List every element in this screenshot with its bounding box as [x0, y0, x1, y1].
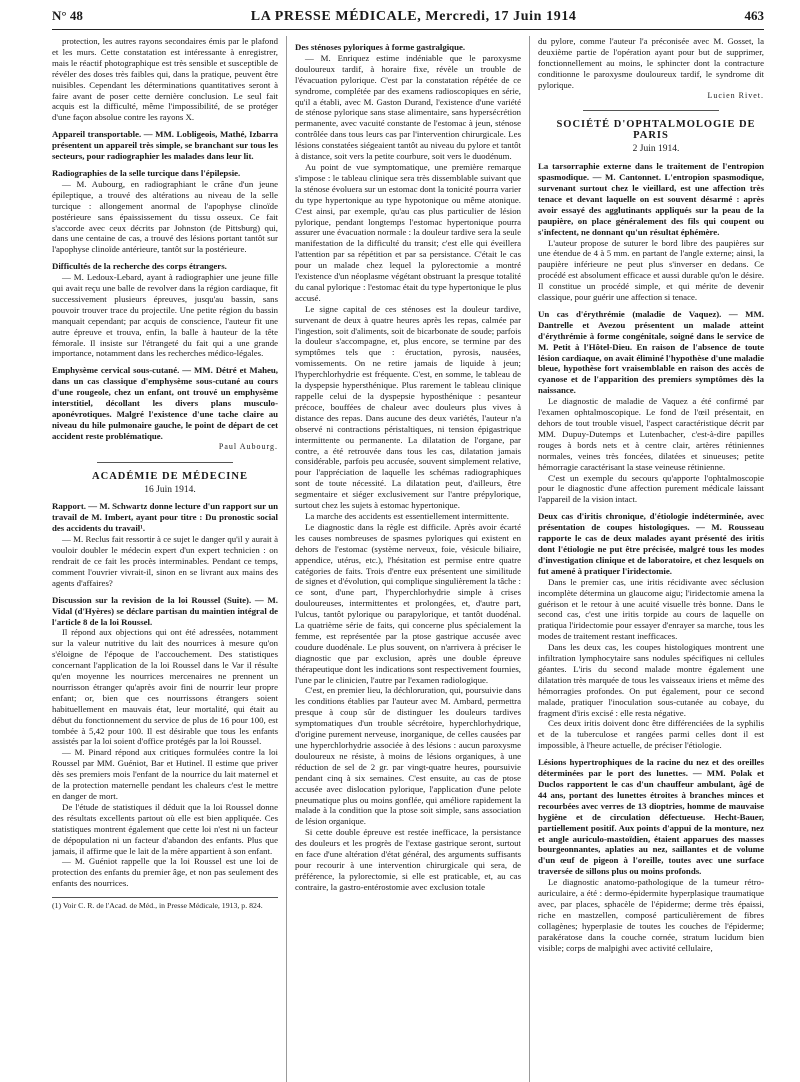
section-heading-paragraph: Des sténoses pyloriques à forme gastralgique.: [295, 42, 466, 52]
author-signature: Lucien Rivet.: [707, 90, 764, 100]
column-3: [529, 36, 764, 1082]
section-heading-paragraph: Radiographies de la selle turcique dans l'épilepsie.: [52, 167, 241, 178]
paragraph: — M. Aubourg, en radiographiant le crâne d'un jeune épileptique, a trouvé des altérations au niveau de la selle turcique : allongement anormal de l'apophyse clinoïde postérieure sans épaississement du tissu osseux. Ce fait s'accorde avec ceux décrits par Johnston (de Pittsburg) qui, dans une centaine de cas, a trouvé des lésions portant tantôt sur l'apophyse clinoïde antérieure, tantôt sur la postérieure.: [52, 178, 278, 255]
paragraph: Le diagnostic dans la règle est difficile. Après avoir écarté les causes nombreuses de spasmes pyloriques qui existent en dehors de l'estomac (système nerveux, foie, vésicule biliaire, appendice, utérus, etc.), l'hésitation est permise entre quatre catégories de faits. Trois d'entre eux présentent une similitude de signes et d'évolution, qui complique singulièrement la tâche : ce sont, d'une part, l'hyperchlorhydrie simple à crises douloureuses, intermittentes et prolongées, et, d'autre part, l'ulcus, tantôt pylorique ou parapylorique, et tantôt duodénal. La quatrième série de faits, qui concerne plus spécialement la femme, est représentée par la ptose gastrique accusée avec coudure duodénale. Le plus souvent, on n'arrivera à préciser le diagnostic que par exclusion, après une double épreuve thérapeutique dont les indications sont respectivement fournies, l'une par le clinicien, l'autre par l'examen radiologique.: [295, 521, 521, 685]
paragraph: Dans le premier cas, une iritis récidivante avec séclusion incomplète détermina un glaucome aigu; l'iridectomie amena la guérison et le retour à une acuité visuelle très bonne. Dans le second cas, c'est une iritis torpide au cours de laquelle on pratiqua l'iridectomie pour essayer d'enrayer sa marche, tous les modes de traitement restant inefficaces.: [538, 576, 764, 642]
section-heading-paragraph: Discussion sur la revision de la loi Roussel (Suite). — M. Vidal (d'Hyères) se déclare partisan du maintien intégral de l'article 8 de la loi Roussel.: [52, 594, 278, 627]
paragraph: — M. Ledoux-Lebard, ayant à radiographier une jeune fille qui avait reçu une balle de revolver dans la région cardiaque, fit successivement plusieurs épreuves, jusqu'au bassin, sans pouvoir trouver trace du projectile. Une petite région du bassin manquait cependant; par acquis de conscience, l'auteur fit une autre épreuve et trouva, enfin, la balle à hauteur de la tête fémorale. Il insiste sur l'étrangeté du fait qui a une grande importance, notamment dans les recherches médico-légales.: [52, 272, 278, 359]
paragraph: Le signe capital de ces sténoses est la douleur tardive, survenant de deux à quatre heures après les repas, calmée par l'ingestion, soit d'aliments, soit de bicarbonate de soude; parfois la douleur s'accompagne, et, plus encore, se termine par des symptômes tels que : éructation, pyrosis, nausées, vomissements. On ne retire jamais de liquide à jeun; l'hyperchlorhydrie est fréquente. C'est, en somme, le tableau de la dyspepsie hypersthénique. Plus rarement le tableau clinique rappelle celui de la dyspepsie hyposthénique : pesanteur précoce, bouffées de chaleur avec douleurs plus vives à distance des repas. Dans aucune des deux variétés, l'auteur n'a observé ni contractions péristaltiques, ni tension épigastrique intermittente ou permanente. La dilatation de l'organe, par contre, a été retrouvée dans tous les cas, dilatation jamais considérable, parfois peu accusée, souvent simplement relative, pour l'appréciation de laquelle les schémas radiographiques sont de toute nécessité. La dilatation peut, d'ailleurs, être segmentaire et siéger exclusivement sur l'antre prépylorique, surtout chez les sujets à estomac hypertonique.: [295, 303, 521, 511]
page-header: [52, 8, 764, 30]
paragraph: — M. Guéniot rappelle que la loi Roussel est une loi de protection des enfants du premier âge, et non pas seulement des enfants des nourrices.: [52, 856, 278, 889]
paragraph: — M. Pinard répond aux critiques formulées contre la loi Roussel par MM. Guéniot, Bar et Hutinel. Il estime que priver dès ses premiers mois l'enfant de la nourrice du lait maternel et de la protection maternelle pendant les chaleurs c'est le mettre en danger de mort.: [52, 747, 278, 801]
section-heading-paragraph: Emphysème cervical sous-cutané. — MM. Détré et Maheu, dans un cas classique d'emphysème sous-cutané au cours d'une rougeole, chez un enfant, ont trouvé un emphysème interstitiel, décollant les divers plans musculo-aponévrotiques. Malgré l'existence d'une tache claire au niveau du hile pulmonaire gauche, le point de départ de cet accident reste problématique.: [52, 365, 278, 441]
paragraph: C'est, en premier lieu, la déchloruration, qui, poursuivie dans les conditions établies par l'auteur avec M. Ambard, permettra presque à coup sûr de distinguer les douleurs tardives symptomatiques d'un trouble sécrétoire, hyperchlorhydrique, d'origine purement nerveuse, inorganique, de celles causées par une hyperchlorhydrie associée à des lésions : aucun paroxysme douloureux ne résiste, à moins de lésions organiques, à une réduction de sel de 2 gr. par vingt-quatre heures, poursuivie pendant cinq à six semaines. C'est ensuite, au cas de ptose accusée avec dislocation pylorique, l'application d'une pelote pneumatique plus ou moins gonflée, qui améliore rapidement la malade à la condition que la ptose soit simple, sans association de lésion organique.: [295, 685, 521, 827]
paragraph: Dans les deux cas, les coupes histologiques montrent une infiltration lymphocytaire sans nodules spécifiques ni cellules géantes. L'iris du second malade montre également une dilatation très marquée de tous les vaisseaux iriens et même des hémorragies profondes. On put également, pour ce second malade, pratiquer l'inoculation sous-cutanée au cobaye, du fragment d'iris excisé : elle resta négative.: [538, 642, 764, 718]
paragraph: Ces deux iritis doivent donc être différenciées de la syphilis et de la tuberculose et rangées parmi celles dont il est impossible, à l'heure actuelle, de préciser l'étiologie.: [538, 718, 764, 751]
section-heading-paragraph: Lésions hypertrophiques de la racine du nez et des oreilles déterminées par le port des lunettes. — MM. Polak et Duclos rapportent le cas d'un chauffeur ambulant, âgé de 44 ans, portant des lunettes étroites à branches minces et recourbées avec verres de 13 dioptries, homme de mauvaise hygiène et de circulation défectueuse. Hecht-Bauer, partiellement positif. Aux points d'appui de la monture, nez et angle auriculo-mastoïdien, étaient apparues des masses bourgeonnantes, aplaties au nez, saillantes et de volume d'un œuf de pigeon à l'oreille, toutes avec une surface traversée de sillons plus ou moins profonds.: [538, 757, 764, 877]
paragraph: L'auteur propose de suturer le bord libre des paupières sur une étendue de 4 à 5 mm. en partant de l'angle externe; ainsi, la paupière inférieure ne peut plus s'inverser en dedans. Ce procédé est absolument efficace et aussi durable qu'on le désire. Il constitue un procédé simple, et qui mérite de devenir classique, pour guérir une affection si tenace.: [538, 237, 764, 303]
footnote: (1) Voir C. R. de l'Acad. de Méd., in Presse Médicale, 1913, p. 824.: [52, 897, 278, 912]
paragraph: — M. Reclus fait ressortir à ce sujet le danger qu'il y aurait à vouloir doubler le médecin expert d'un expert technicien : on rendrait de ce fait les procès interminables. Pendant ce temps, comment l'ouvrier vivrait-il, sinon en se livrant aux mains des agents d'affaires?: [52, 534, 278, 588]
paragraph: protection, les autres rayons secondaires émis par le plafond et les murs. Cette constatation est intéressante à enregistrer, mais le réactif photographique est très sensible et susceptible de révéler des doses très faibles qui, dans la pratique, peuvent être nuisibles. Cependant les déterminations quantitatives seront à faire avant de poser cette dernière conclusion. Le seul fait acquis est la difficulté, même l'impossibilité, de se protéger d'une façon absolue contre les rayons X.: [52, 36, 278, 123]
paragraph: Si cette double épreuve est restée inefficace, la persistance des douleurs et les progrès de l'extase gastrique seront, surtout en face d'une altération d'état général, des arguments suffisants pour recourir à une intervention chirurgicale qui sera, de préférence, la pylorectomie, si elle est praticable, et, au cas contraire, la gastro-entérostomie avec exclusion totale: [295, 827, 521, 892]
section-separator: [97, 462, 233, 463]
paragraph: C'est un exemple du secours qu'apporte l'ophtalmoscopie pour le diagnostic d'une affection purement médicale laissant l'appareil de la vision intact.: [538, 472, 764, 505]
columns: [52, 36, 764, 1082]
column-1: [52, 36, 278, 1082]
section-title: ACADÉMIE DE MÉDECINE: [92, 470, 248, 482]
author-signature: Paul Aubourg.: [218, 441, 278, 451]
section-heading-paragraph: Difficultés de la recherche des corps étrangers.: [52, 261, 227, 272]
page-number: 463: [744, 8, 764, 23]
section-separator: [583, 110, 719, 111]
section-heading-paragraph: Deux cas d'iritis chronique, d'étiologie indéterminée, avec présentation de coupes histologiques. — M. Rousseau rapporte le cas de deux malades ayant présenté des iritis dont l'étiologie ne put être précisée, malgré tous les modes d'investigation clinique et de laboratoire, et chez lesquels on fut amené à pratiquer l'iridectomie.: [538, 511, 764, 576]
section-date: 2 Juin 1914.: [632, 144, 680, 155]
section-heading-paragraph: La tarsorraphie externe dans le traitement de l'entropion spasmodique. — M. Cantonnet. L'entropion spasmodique, survenant surtout chez le vieillard, est une affection très tenace et devant laquelle on est souvent désarmé : après avoir essayé des agglutinants appliqués sur la peau de la paupière, on place généralement des fils qui coupent ou s'infectent, ne donnant qu'un résultat éphémère.: [538, 161, 764, 237]
section-heading-paragraph: Appareil transportable. — MM. Lobligeois, Mathé, Izbarra présentent un appareil très simple, se branchant sur tous les secteurs, pour radiographier les malades dans leur lit.: [52, 129, 278, 162]
paragraph: Il répond aux objections qui ont été adressées, notamment sur la valeur nutritive du lait des nourrices à mesure qu'on s'éloigne de l'époque de l'accouchement. Des statistiques concernant l'application de la loi Roussel dans le Var il résulte qu'en moyenne les nourrices mercenaires ne prennent un nourrisson étranger qu'après avoir fini de nourrir leur propre enfant; or, bien que ces nourrissons étrangers soient habituellement en mauvais état, leur mortalité, qui était au début du fonctionnement du service de plus de 16 pour 100, est tombée à 5,42 pour 100. Il est désirable que tous les enfants assistés par la loi soient d'office protégés par la loi Roussel.: [52, 627, 278, 747]
paragraph: Le diagnostic de maladie de Vaquez a été confirmé par l'examen ophtalmoscopique. Le fond de l'œil présentait, en dehors de tout trouble visuel, l'aspect caractéristique décrit par MM. Dupuy-Dutemps et Lutenbacher, c'est-à-dire papilles rouges à bords nets et à centre clair, artères rétiniennes normales, veines très foncées, dilatées et sinueuses; petite hémorragie caractérisant la stase veineuse rétinienne.: [538, 396, 764, 472]
journal-name: LA PRESSE MÉDICALE,: [250, 9, 422, 24]
paragraph: du pylore, comme l'auteur l'a préconisée avec M. Gosset, la deuxième partie de l'opération ayant pour but de supprimer, fonctionnellement au moins, le sphincter dont la contracture conditionne le paroxysme douloureux tardif, le syndrome dit pylorique.: [538, 36, 764, 90]
issue-date: Mercredi, 17 Juin 1914: [425, 9, 577, 24]
paragraph: De l'étude de statistiques il déduit que la loi Roussel donne des résultats excellents partout où elle est bien appliquée. Ces statistiques montrent également que cette loi n'est ni un facteur de dépopulation ni un facteur d'abandon des enfants. Plus que jamais, il affirme que le lait de la mère appartient à son enfant.: [52, 801, 278, 856]
paragraph: La marche des accidents est essentiellement intermittente.: [305, 510, 509, 521]
column-2: [286, 36, 521, 1082]
journal-title: [251, 9, 577, 25]
section-heading-paragraph: Un cas d'érythrémie (maladie de Vaquez). — MM. Dantrelle et Avezou présentent un malade atteint d'érythrémie à forme congénitale, soigné dans le service de M. Petit à l'Hôtel-Dieu. En raison de l'absence de toute lésion cardiaque, on avait éliminé l'hypothèse d'une maladie bleue, hypothèse fort vraisemblable en raison des accès de cyanose et de l'apparition des premiers symptômes dès la naissance.: [538, 308, 764, 396]
section-title: SOCIÉTÉ D'OPHTALMOLOGIE DE PARIS: [556, 119, 756, 142]
section-heading-paragraph: Rapport. — M. Schwartz donne lecture d'un rapport sur un travail de M. Imbert, ayant pour titre : Du pronostic social des accidents du travail¹.: [52, 501, 278, 534]
issue-number: N° 48: [52, 8, 83, 23]
section-date: 16 Juin 1914.: [144, 484, 196, 495]
paragraph: — M. Enriquez estime indéniable que le paroxysme douloureux tardif, à horaire fixe, révèle un trouble de l'évacuation pylorique. C'est par la constatation répétée de ce syndrome, complétée par des examens radioscopiques en série, qu'il a établi, avec M. Gaston Durand, l'existence d'une variété de sténose pylorique sans stase alimentaire, sans hypersécrétion permanente, avec vacuité constante de l'estomac à jeun, sténose contrôlée dans tous leurs cas par l'intervention chirurgicale. Les lésions constatées siégeaient tantôt au niveau du pylore et tantôt à distance, soit vers la petite courbure, soit vers le duodénum.: [295, 52, 521, 162]
paragraph: Au point de vue symptomatique, une première remarque s'impose : le tableau clinique sera très dissemblable suivant que la sténose évoluera sur un estomac dont la tonicité pourra varier du type hypertonique au type hypotonique ou même atonique. C'est ainsi, par exemple, qu'au cas plus particulier de lésion pylorique, pendant longtemps l'estomac hypertonique pourra assurer une évacuation normale : la douleur tardive sera la seule manifestation de la difficulté du transit; c'est elle qui éveillera l'attention par sa répétition et par sa persistance. C'était le cas pour un malade chez lequel la pylorectomie a montré l'existence d'un néoplasme végétant obstruant la presque totalité du canal pylorique : l'estomac était du type hypertonique le plus accusé.: [295, 161, 521, 303]
paragraph: Le diagnostic anatomo-pathologique de la tumeur rétro-auriculaire, a été : dermo-épidermite hyperplasique traumatique avec, par places, sphacèle de l'épiderme; derme très épaissi, riche en mastzellen, composé particulièrement de fibres collagènes; hyperplasie de toutes les couches de l'épiderme; parakératose dans la couche cornée, stratum lucidum bien visible; corps de malpighi avec activité cellulaire,: [538, 877, 764, 953]
